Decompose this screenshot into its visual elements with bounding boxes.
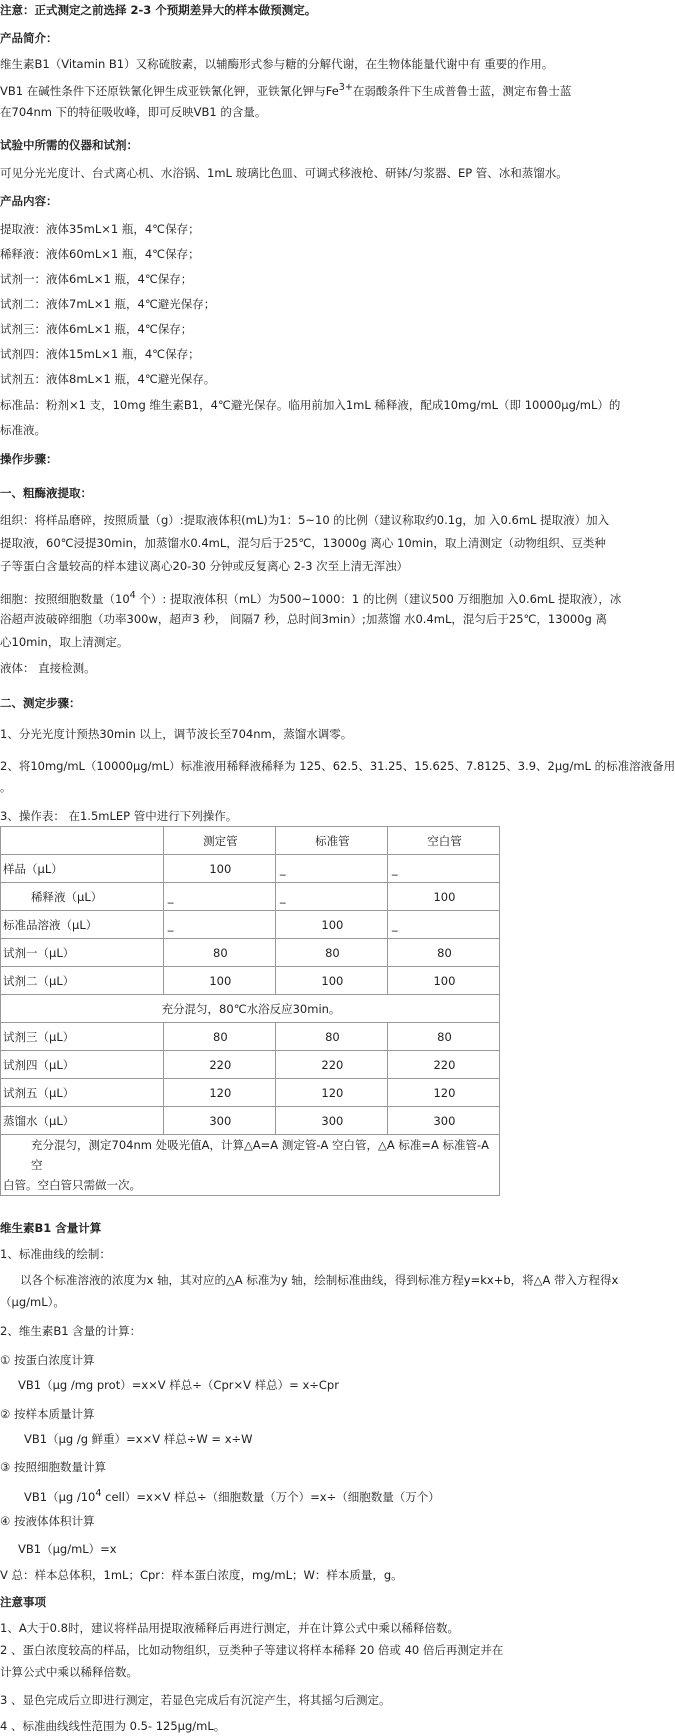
- calc-c1a: 以各个标准溶液的浓度为x 轴，其对应的△A 标准为y 轴，绘制标准曲线，得到标准方程y=kx+b，将△A 带入方程得x: [20, 1273, 619, 1287]
- step2-p1: 1、分光光度计预热30min 以上，调节波长至704nm，蒸馏水调零。: [0, 727, 353, 741]
- table-header-cell: 测定管: [163, 827, 275, 855]
- table-cell: 100: [275, 911, 387, 939]
- table-cell: 试剂二（μL）: [1, 967, 164, 995]
- calc-c1: 1、标准曲线的绘制：: [0, 1247, 111, 1261]
- table-row: [1, 967, 500, 995]
- table-row: [1, 911, 500, 939]
- table-header-cell: 空白管: [387, 827, 499, 855]
- table-cell: 试剂三（μL）: [1, 1023, 164, 1051]
- table-cell: _: [163, 911, 275, 939]
- step1-heading: 一、粗酶液提取：: [0, 486, 92, 500]
- calc-c1b: （μg/mL）。: [0, 1295, 65, 1309]
- contents-item: 试剂一：液体6mL×1 瓶，4℃保存；: [0, 272, 193, 286]
- table-cell: 80: [163, 939, 275, 967]
- intro-heading: 产品简介：: [0, 31, 58, 45]
- note-1: 1、A大于0.8时，建议将样品用提取液稀释后再进行测定，并在计算公式中乘以稀释倍数。: [0, 1621, 459, 1635]
- note-3: 3 、显色完成后立即进行测定，若显色完成后有沉淀产生，将其摇匀后测定。: [0, 1693, 391, 1707]
- table-row: [1, 1079, 500, 1107]
- notice: 注意：正式测定之前选择 2-3 个预期差异大的样本做预测定。: [0, 3, 317, 17]
- step2-p2b: 。: [0, 780, 12, 794]
- table-cell: _: [275, 883, 387, 911]
- table-note-line: 白管。空白管只需做一次。: [3, 1178, 141, 1192]
- intro-paragraph-1: 维生素B1（Vitamin B1）又称硫胺素，以辅酶形式参与糖的分解代谢，在生物体能量代谢中有 重要的作用。: [0, 57, 554, 71]
- calc-method-2: ② 按样本质量计算: [0, 1407, 95, 1421]
- instruments-heading: 试验中所需的仪器和试剂：: [0, 138, 138, 152]
- table-note-cell: [1, 1135, 500, 1196]
- table-cell: 标准品溶液（μL）: [1, 911, 164, 939]
- table-cell: 100: [387, 883, 499, 911]
- calc-formula-3: VB1（μg $/10^4$ cell）=x×V 样总÷（细胞数量（万个）=x÷（细胞数量（万个）: [24, 1488, 440, 1504]
- table-row: [1, 1107, 500, 1135]
- contents-heading: 产品内容：: [0, 194, 58, 208]
- table-cell: 220: [275, 1051, 387, 1079]
- table-row: [1, 939, 500, 967]
- table-cell: 试剂四（μL）: [1, 1051, 164, 1079]
- calc-method-4: ④ 按液体体积计算: [0, 1514, 95, 1528]
- table-cell: 100: [275, 967, 387, 995]
- table-cell: 100: [387, 967, 499, 995]
- table-cell: 300: [387, 1107, 499, 1135]
- intro-paragraph-2: VB1 在碱性条件下还原铁氰化钾生成亚铁氰化钾，亚铁氰化钾与$Fe^{3+}$在弱酸条件下生成普鲁士蓝，测定布鲁士蓝: [0, 82, 572, 98]
- notes-heading: 注意事项: [0, 1595, 46, 1609]
- cell-line-1: 细胞：按照细胞数量（$10^4$ 个）: 提取液体积（mL）为500~1000：1 的比例（建议500 万细胞加 入0.6mL 提取液），冰: [0, 590, 622, 606]
- calc-c2: 2、维生素B1 含量的计算：: [0, 1324, 142, 1338]
- table-row: [1, 883, 500, 911]
- table-row-note: [1, 1135, 500, 1196]
- table-cell: 80: [387, 939, 499, 967]
- table-mix-cell: 充分混匀，80℃水浴反应30min。: [1, 995, 500, 1023]
- table-cell: 300: [275, 1107, 387, 1135]
- table-cell: 80: [275, 1023, 387, 1051]
- table-cell: 100: [163, 967, 275, 995]
- steps-heading: 操作步骤：: [0, 452, 58, 466]
- step2-p2: 2、将10mg/mL（10000μg/mL）标准液用稀释液稀释为 125、62.5、31.25、15.625、7.8125、3.9、2μg/mL 的标准溶液备用: [0, 759, 675, 773]
- table-header-cell: 标准管: [275, 827, 387, 855]
- note-2b: 计算公式中乘以稀释倍数。: [0, 1665, 138, 1679]
- tissue-line-3: 子等蛋白含量较高的样本建议离心20-30 分钟或反复离心 2-3 次至上清无浑浊）: [0, 559, 409, 573]
- calc-formula-1: VB1（μg /mg prot）=x×V 样总÷（Cpr×V 样总）= x÷Cpr: [18, 1378, 339, 1392]
- contents-item: 试剂三：液体6mL×1 瓶，4℃保存；: [0, 322, 193, 336]
- contents-item: 提取液：液体35mL×1 瓶，4℃保存；: [0, 222, 200, 236]
- table-cell: 蒸馏水（μL）: [1, 1107, 164, 1135]
- table-cell: _: [387, 855, 499, 883]
- table-cell: _: [387, 911, 499, 939]
- calc-method-1: ① 按蛋白浓度计算: [0, 1353, 95, 1367]
- table-cell: 试剂五（μL）: [1, 1079, 164, 1107]
- table-cell: 220: [163, 1051, 275, 1079]
- instruments-text: 可见分光光度计、台式离心机、水浴锅、1mL 玻璃比色皿、可调式移液枪、研钵/匀浆器、EP 管、冰和蒸馏水。: [0, 166, 568, 180]
- calc-heading: 维生素B1 含量计算: [0, 1221, 102, 1235]
- standard-line-1: 标准品：粉剂×1 支，10mg 维生素B1，4℃避光保存。临用前加入1mL 稀释液，配成10mg/mL（即 10000μg/mL）的: [0, 398, 621, 412]
- operation-table: [0, 826, 500, 1196]
- calc-formula-4: VB1（μg/mL）=x: [18, 1542, 117, 1556]
- intro-paragraph-3: 在704nm 下的特征吸收峰，即可反映VB1 的含量。: [0, 105, 267, 119]
- standard-line-2: 标准液。: [0, 423, 46, 437]
- tissue-line-1: 组织：将样品磨碎，按照质量（g）:提取液体积(mL)为1：5~10 的比例（建议称取约0.1g，加 入0.6mL 提取液）加入: [0, 513, 610, 527]
- contents-item: 试剂五：液体8mL×1 瓶，4℃避光保存。: [0, 372, 216, 386]
- superscript: 4: [129, 590, 136, 601]
- table-cell: 80: [387, 1023, 499, 1051]
- table-cell: 300: [163, 1107, 275, 1135]
- table-cell: 样品（μL）: [1, 855, 164, 883]
- table-cell: 100: [163, 855, 275, 883]
- contents-item: 稀释液：液体60mL×1 瓶，4℃保存；: [0, 247, 200, 261]
- table-cell: 120: [387, 1079, 499, 1107]
- superscript: 4: [95, 1488, 102, 1499]
- calc-formula-2: VB1（μg /g 鲜重）=x×V 样总÷W = x÷W: [24, 1432, 253, 1446]
- table-cell: 稀释液（μL）: [1, 883, 164, 911]
- table-header-row: [1, 827, 500, 855]
- note-4: 4 、标准曲线线性范围为 0.5- 125μg/mL。: [0, 1719, 226, 1733]
- cell-line-3: 心10min，取上清测定。: [0, 635, 129, 649]
- step2-p3: 3、操作表： 在1.5mLEP 管中进行下列操作。: [0, 809, 238, 823]
- contents-item: 试剂二：液体7mL×1 瓶，4℃避光保存；: [0, 297, 216, 311]
- table-row: [1, 1023, 500, 1051]
- step2-heading: 二、测定步骤：: [0, 696, 81, 710]
- table-row: [1, 1051, 500, 1079]
- table-cell: 80: [163, 1023, 275, 1051]
- note-2a: 2 、蛋白浓度较高的样品，比如动物组织，豆类种子等建议将样本稀释 20 倍或 40 倍后再测定并在: [0, 1643, 504, 1657]
- table-cell: 试剂一（μL）: [1, 939, 164, 967]
- table-cell: _: [275, 855, 387, 883]
- calc-legend: V 总：样本总体积，1mL；Cpr：样本蛋白浓度，mg/mL；W：样本质量，g。: [0, 1568, 403, 1582]
- liquid-line: 液体： 直接检测。: [0, 661, 96, 675]
- table-note-line: 充分混匀，测定704nm 处吸光值A，计算△A=A 测定管-A 空白管，△A 标准=A 标准管-A 空: [31, 1138, 490, 1172]
- table-row: [1, 855, 500, 883]
- calc-method-3: ③ 按照细胞数量计算: [0, 1460, 106, 1474]
- table-cell: _: [163, 883, 275, 911]
- table-cell: 220: [387, 1051, 499, 1079]
- table-cell: 120: [275, 1079, 387, 1107]
- tissue-line-2: 提取液，60℃浸提30min，加蒸馏水0.4mL，混匀后于25℃，13000g 离心 10min，取上清测定（动物组织、豆类种: [0, 536, 606, 550]
- contents-item: 试剂四：液体15mL×1 瓶，4℃保存；: [0, 347, 200, 361]
- superscript: 3+: [338, 82, 353, 93]
- table-cell: 80: [275, 939, 387, 967]
- table-cell: 120: [163, 1079, 275, 1107]
- table-row-mix: [1, 995, 500, 1023]
- table-header-cell: [1, 827, 164, 855]
- cell-line-2: 浴超声波破碎细胞（功率300w，超声3 秒， 间隔7 秒，总时间3min）;加蒸馏 水0.4mL，混匀后于25℃，13000g 离: [0, 612, 607, 626]
